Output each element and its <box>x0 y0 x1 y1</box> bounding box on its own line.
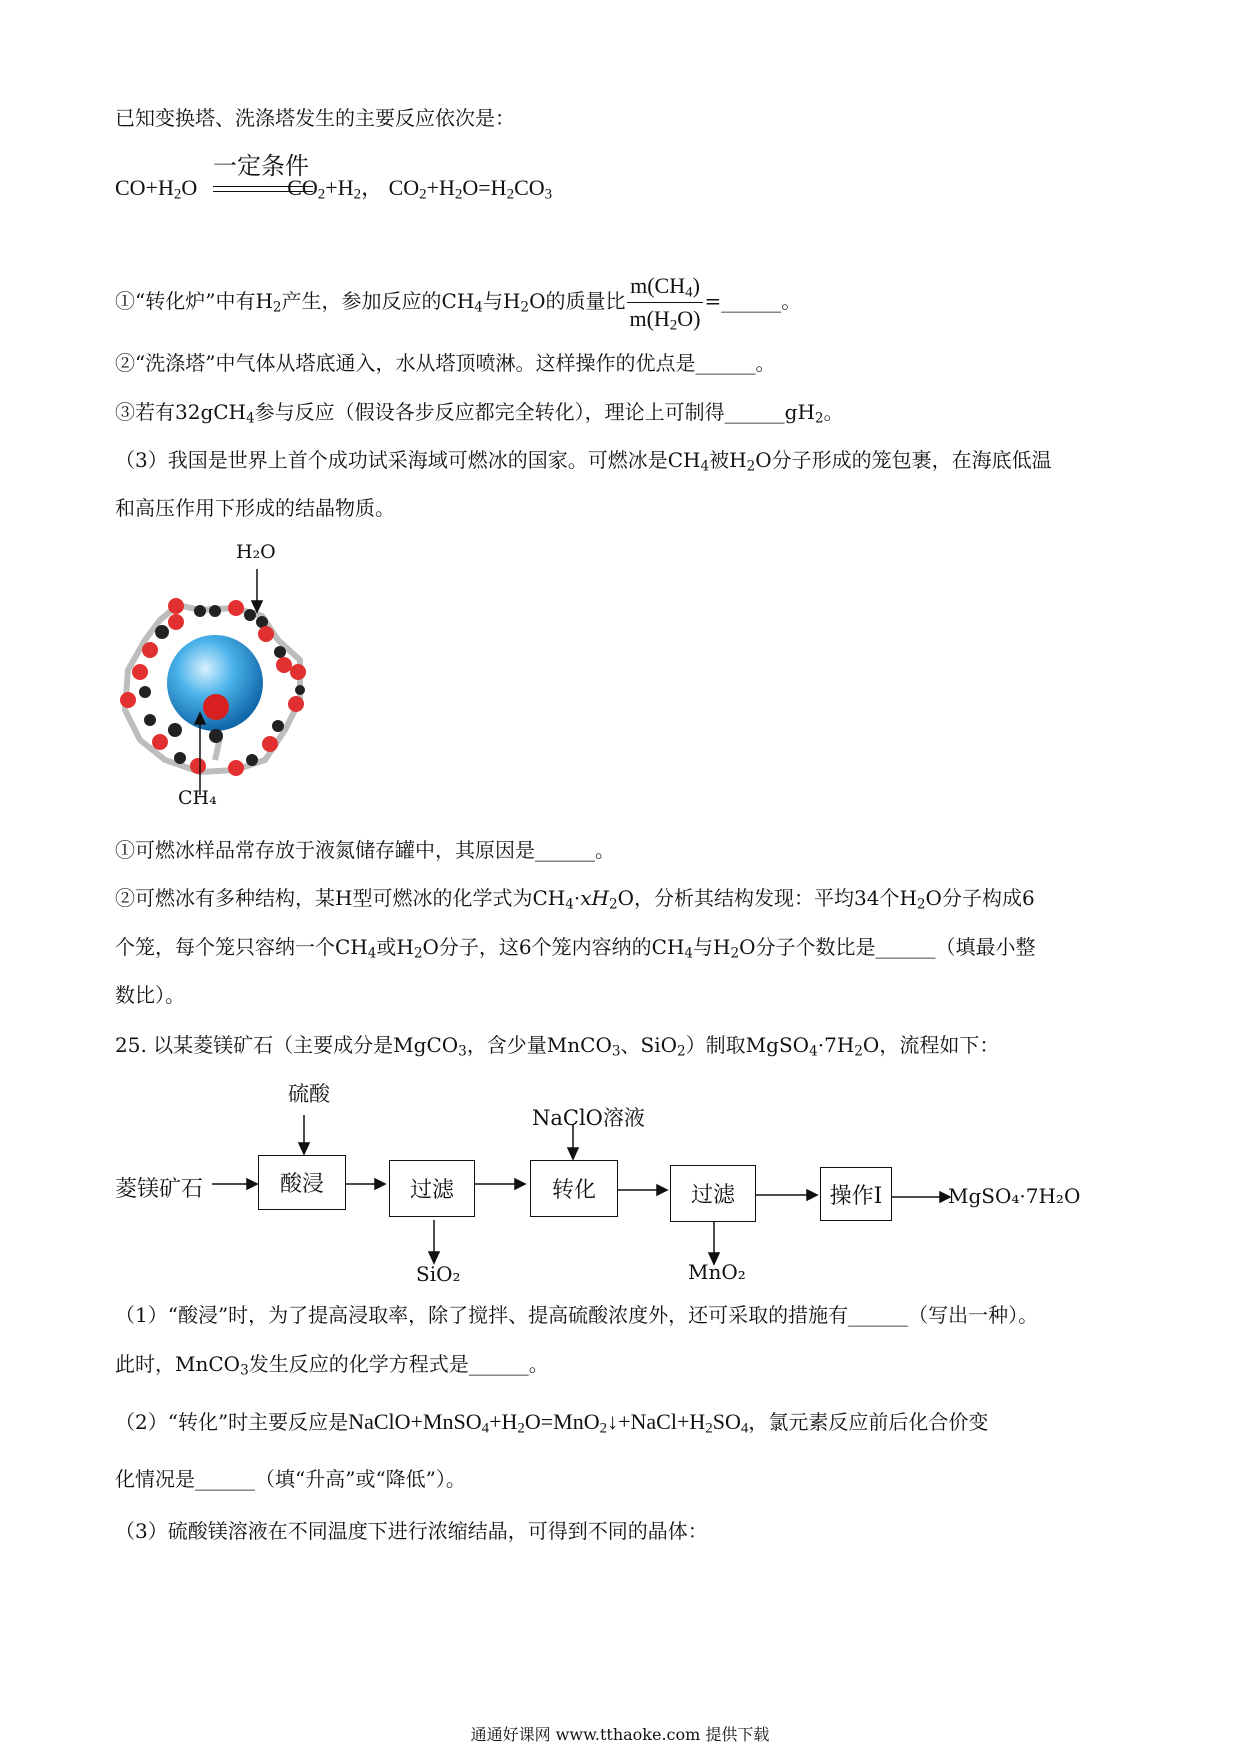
q25-item1-line1: （1）“酸浸”时，为了提高浸取率，除了搅拌、提高硫酸浓度外，还可采取的措施有______（写出一种）。 <box>115 1303 1039 1327</box>
flow-raw-ore: 菱镁矿石 <box>115 1177 204 1202</box>
figure-label-h2o: H₂O <box>236 541 276 563</box>
q25-item2-line2: 化情况是______（填“升高”或“降低”）。 <box>115 1467 466 1491</box>
flow-input-acid: 硫酸 <box>288 1082 330 1106</box>
eq1-reactants: $CO+H_2O$ <box>115 175 198 203</box>
flow-step-conversion: 转化 <box>530 1160 618 1217</box>
q2-item1: ①“转化炉”中有$H_2$产生，参加反应的$CH_4$与$H_2O$的质量比 $\frac{m(CH_4)}{m(H_2O)}$ =______。 <box>115 270 801 335</box>
q3-line2: 和高压作用下形成的结晶物质。 <box>115 496 395 520</box>
conversion-equation: $NaClO+MnSO_4+H_2O=MnO_2↓+NaCl+H_2SO_4$ <box>348 1409 749 1437</box>
equation-line: $CO+H_2O$ $CO_2+H_2$， $CO_2+H_2O=H_2CO_3$ <box>115 175 553 203</box>
q25-item3: （3）硫酸镁溶液在不同温度下进行浓缩结晶，可得到不同的晶体： <box>115 1519 708 1543</box>
flow-input-naclo: NaClO溶液 <box>532 1106 645 1130</box>
flow-step-acid-leach: 酸浸 <box>258 1155 346 1210</box>
q2-item2: ②“洗涤塔”中气体从塔底通入，水从塔顶喷淋。这样操作的优点是______。 <box>115 351 776 375</box>
page-footer: 通通好课网 www.tthaoke.com 提供下载 <box>470 1725 770 1744</box>
q3-line1: （3）我国是世界上首个成功试采海域可燃冰的国家。可燃冰是$CH_4$被$H_2O$分子形成的笼包裹，在海底低温 <box>115 448 1052 475</box>
flow-output-sio2: SiO₂ <box>416 1262 461 1286</box>
q3-item2-line1: ②可燃冰有多种结构，某H型可燃冰的化学式为$CH_4\cdot xH_2O$，分析其结构发现：平均34个$H_2O$分子构成6 <box>115 886 1035 913</box>
q3-item2-line2: 个笼，每个笼只容纳一个$CH_4$或$H_2O$分子，这6个笼内容纳的$CH_4$与$H_2O$分子个数比是______（填最小整 <box>115 935 1036 962</box>
intro-text: 已知变换塔、洗涤塔发生的主要反应依次是： <box>115 106 515 130</box>
q3-item1: ①可燃冰样品常存放于液氮储存罐中，其原因是______。 <box>115 838 615 862</box>
flow-product: MgSO₄·7H₂O <box>948 1184 1081 1208</box>
flow-output-mno2: MnO₂ <box>688 1260 746 1284</box>
reaction-condition: 一定条件 <box>213 152 309 180</box>
q3-item2-line3: 数比）。 <box>115 983 185 1007</box>
q25-stem: 25. 以某菱镁矿石（主要成分是MgCO$_3$，含少量MnCO$_3$、SiO$_2$）制取$MgSO_4\cdot 7H_2O$，流程如下： <box>115 1033 1000 1060</box>
figure-label-ch4: CH₄ <box>178 787 217 809</box>
flow-step-filter-1: 过滤 <box>389 1160 475 1217</box>
q2-item3: ③若有32gCH$_4$参与反应（假设各步反应都完全转化），理论上可制得$\_\_\_\_\_\_gH_2$。 <box>115 400 844 427</box>
q25-item2-line1: （2）“转化”时主要反应是$NaClO+MnSO_4+H_2O=MnO_2↓+NaCl+H_2SO_4$，氯元素反应前后化合价变 <box>115 1409 989 1437</box>
mass-ratio-fraction: $\frac{m(CH_4)}{m(H_2O)}$ <box>627 270 702 335</box>
flow-step-filter-2: 过滤 <box>670 1165 756 1222</box>
q25-item1-line2: 此时，MnCO$_3$发生反应的化学方程式是______。 <box>115 1352 549 1379</box>
flow-step-operation-i: 操作I <box>820 1167 892 1221</box>
